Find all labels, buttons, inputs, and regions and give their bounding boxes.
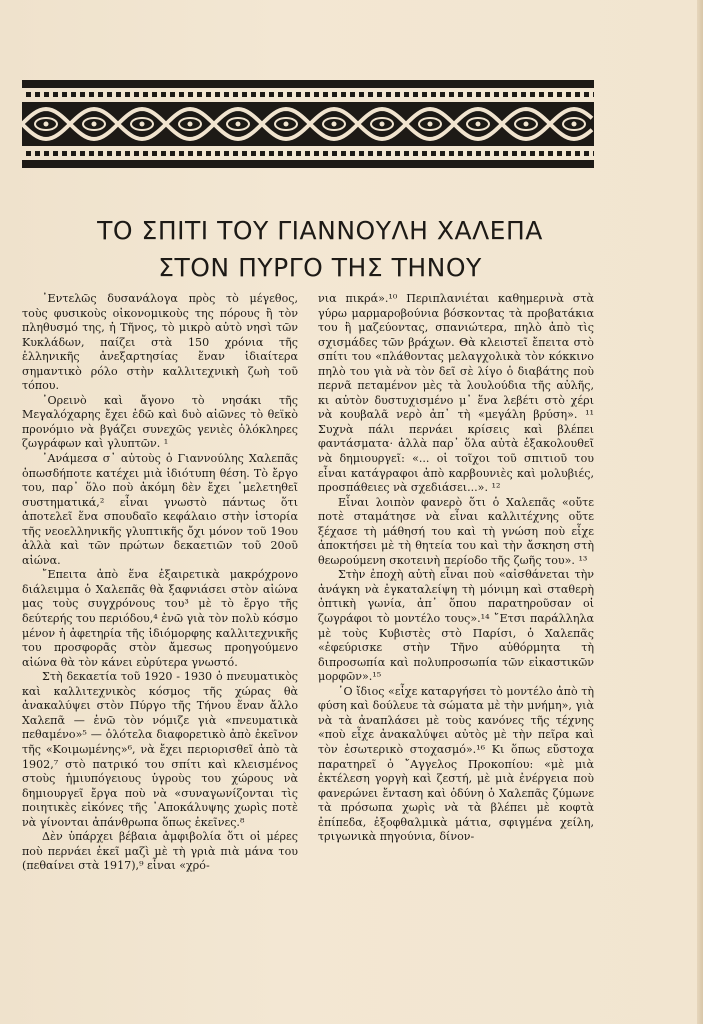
paragraph: ῎Επειτα ἀπὸ ἕνα ἐξαιρετικὰ μακρόχρονο διάλειμμα ὁ Χαλεπᾶς θὰ ξαφνιάσει στὸν αἰώνα μας τοὺς συγχρόνους του³ μὲ τὸ ἔργο τῆς δεύτερής του περιόδου,⁴ ἐνῶ γιὰ τὸν πολὺ κόσμο μένον ἡ ἀφετηρία τῆς ἰδιόμορφης καλλιτεχνικῆς του προσφορᾶς στὸν ἄμεσως προηγούμενο αἰώνα θὰ τὸν κάνει εὐρύτερα γνωστό. <box>22 568 298 669</box>
left-text-column <box>22 292 298 874</box>
paragraph: νια πικρά».¹⁰ Περιπλανιέται καθημερινὰ στὰ γύρω μαρμαροβούνια βόσκοντας τὰ προβατάκια του ἢ μαζεύοντας, σπανιώτερα, πηλὸ ἀπὸ τὶς σχισμάδες τῶν βράχων. Θὰ κλειστεῖ ἔπειτα στὸ σπίτι του «πλάθοντας μελαγχολικὰ τὸν κόκκινο πηλὸ του γιὰ νὰ τὸν δεῖ σὲ λίγο ὁ διαβάτης ποὺ περνᾶ πεταμένον μὲς τὰ λουλούδια τῆς αὐλῆς, κι αὐτὸν δυστυχισμένο μ᾿ ἕνα λεβέτι στὸ χέρι νὰ κουβαλᾶ νερὸ ἀπ᾿ τὴ «μεγάλη βρύση». ¹¹ Συχνὰ πάλι περνάει κρίσεις καὶ βλέπει φαντάσματα· ἀλλὰ παρ᾿ ὅλα αὐτὰ ἐξακολουθεῖ νὰ δημιουργεῖ: «... οἱ τοῖχοι τοῦ σπιτιοῦ του εἶναι κατάγραφοι ἀπὸ καρβουνιὲς καὶ μολυβιές, προσπάθειες νὰ σχεδιάσει...». ¹² <box>318 292 594 495</box>
paragraph: ᾿Εντελῶς δυσανάλογα πρὸς τὸ μέγεθος, τοὺς φυσικοὺς οἰκονομικοὺς της πόρους ἢ τὸν πληθυσμό της, ἡ Τῆνος, τὸ μικρὸ αὐτὸ νησὶ τῶν Κυκλάδων, παίζει στὰ 150 χρόνια τῆς ἑλληνικῆς ἀνεξαρτησίας ἕναν ἰδιαίτερα σημαντικὸ ρόλο στὴν καλλιτεχνικὴ ζωὴ τοῦ τόπου. <box>22 292 298 393</box>
page-title-line-2: ΣΤΟΝ ΠΥΡΓΟ ΤΗΣ ΤΗΝΟΥ <box>158 253 482 282</box>
paragraph: Δὲν ὑπάρχει βέβαια ἀμφιβολία ὅτι οἱ μέρες ποὺ περνάει ἐκεῖ μαζὶ μὲ τὴ γριὰ πιὰ μάνα του (πεθαίνει στὰ 1917),⁹ εἶναι «χρό- <box>22 830 298 873</box>
braided-band-ornament-icon <box>22 80 594 168</box>
page-edge <box>697 0 703 1024</box>
paragraph: ῾Ο ἴδιος «εἶχε καταργήσει τὸ μοντέλο ἀπὸ τὴ φύση καὶ δούλευε τὰ σώματα μὲ τὴν μνήμη», γιὰ νὰ τὰ ἀναπλάσει μὲ τοὺς κανόνες τῆς τέχνης «ποὺ εἶχε ἀνακαλύψει αὐτὸς μὲ τὴν πεῖρα καὶ τὸν ἐσωτερικὸ στοχασμό».¹⁶ Κι ὅπως εὔστοχα παρατηρεῖ ὁ ῎Αγγελος Προκοπίου: «μὲ μιὰ ἐκτέλεση γοργὴ καὶ ζεστή, μὲ μιὰ ἐνέργεια ποὺ φανερώνει ἔνταση καὶ ὀδύνη ὁ Χαλεπᾶς ζύμωνε τὰ πρόσωπα χωρὶς νὰ τὰ βλέπει μὲ κοφτὰ ἐπίπεδα, ἐξοφθαλμικὰ μάτια, σφιγμένα χείλη, τριγωνικὰ πηγούνια, δίνον- <box>318 684 594 844</box>
paragraph: Εἶναι λοιπὸν φανερὸ ὅτι ὁ Χαλεπᾶς «οὔτε ποτὲ σταμάτησε νὰ εἶναι καλλιτέχνης οὔτε ξέχασε τὴ μάθησή του καὶ τὴ γνώση ποὺ εἶχε ἀποκτήσει μὲ τὴ θητεία του καὶ τὴν ἄσκηση στὴ θεωρούμενη σκοτεινὴ περίοδο τῆς ζωῆς του». ¹³ <box>318 495 594 567</box>
paragraph: Στὴ δεκαετία τοῦ 1920 - 1930 ὁ πνευματικὸς καὶ καλλιτεχνικὸς κόσμος τῆς χώρας θὰ ἀνακαλύψει στὸν Πύργο τῆς Τήνου ἕναν ἄλλο Χαλεπᾶ — ἐνῶ τὸν νόμιζε γιὰ «πνευματικὰ πεθαμένο»⁵ — ὁλότελα διαφορετικὸ ἀπὸ ἐκεῖνον τῆς «Κοιμωμένης»⁶, νὰ ἔχει περιορισθεῖ ἀπὸ τὰ 1902,⁷ στὸ πατρικό του σπίτι καὶ κλεισμένος στοὺς ἡμιυπόγειους ὑγροὺς του χώρους νὰ δημιουργεῖ ἔργα ποὺ νὰ «συναγωνίζονται τὶς ποιητικὲς εἰκόνες τῆς ᾿Αποκάλυψης χωρὶς ποτὲ νὰ γίνονται ἀπάνθρωπα ὅπως ἐκεῖνες.⁸ <box>22 670 298 829</box>
paragraph: ᾿Ανάμεσα σ᾿ αὐτοὺς ὁ Γιαννούλης Χαλεπᾶς ὁπωσδήποτε κατέχει μιὰ ἰδιότυπη θέση. Τὸ ἔργο του, παρ᾿ ὅλο ποὺ ἀκόμη δὲν ἔχει ᾿μελετηθεῖ συστηματικά,² εἶναι γνωστὸ πάντως ὅτι ἀποτελεῖ ἕνα σπουδαῖο κεφάλαιο στὴν ἱστορία τῆς νεοελληνικῆς γλυπτικῆς ὄχι μόνον τοῦ 19ου ἀλλὰ καὶ τῶν πρώτων δεκαετιῶν τοῦ 20οῦ αἰώνα. <box>22 452 298 567</box>
paragraph: ᾿Ορεινὸ καὶ ἄγονο τὸ νησάκι τῆς Μεγαλόχαρης ἔχει ἐδῶ καὶ δυὸ αἰῶνες τὸ θεϊκὸ προνόμιο νὰ βγάζει συνεχῶς γενιὲς ὁλόκληρες ζωγράφων καὶ γλυπτῶν. ¹ <box>22 393 298 451</box>
paragraph: Στὴν ἐποχὴ αὐτὴ εἶναι ποὺ «αἰσθάνεται τὴν ἀνάγκη νὰ ἐγκαταλείψη τὴ μόνιμη καὶ σταθερὴ ὀπτικὴ γωνία, ἀπ᾿ ὅπου παρατηροῦσαν οἱ ζωγράφοι τὸ μοντέλο τους».¹⁴ ῎Ετσι παράλληλα μὲ τοὺς Κυβιστὲς στὸ Παρίσι, ὁ Χαλεπᾶς «ἐφεύρισκε στὴν Τῆνο αὐθόρμητα τὴ διπροσωπία καὶ πολυπροσωπία τῶν εἰκαστικῶν μορφῶν».¹⁵ <box>318 568 594 684</box>
right-text-column <box>318 292 594 845</box>
page-title-line-1: ΤΟ ΣΠΙΤΙ ΤΟΥ ΓΙΑΝΝΟΥΛΗ ΧΑΛΕΠΑ <box>97 216 543 245</box>
